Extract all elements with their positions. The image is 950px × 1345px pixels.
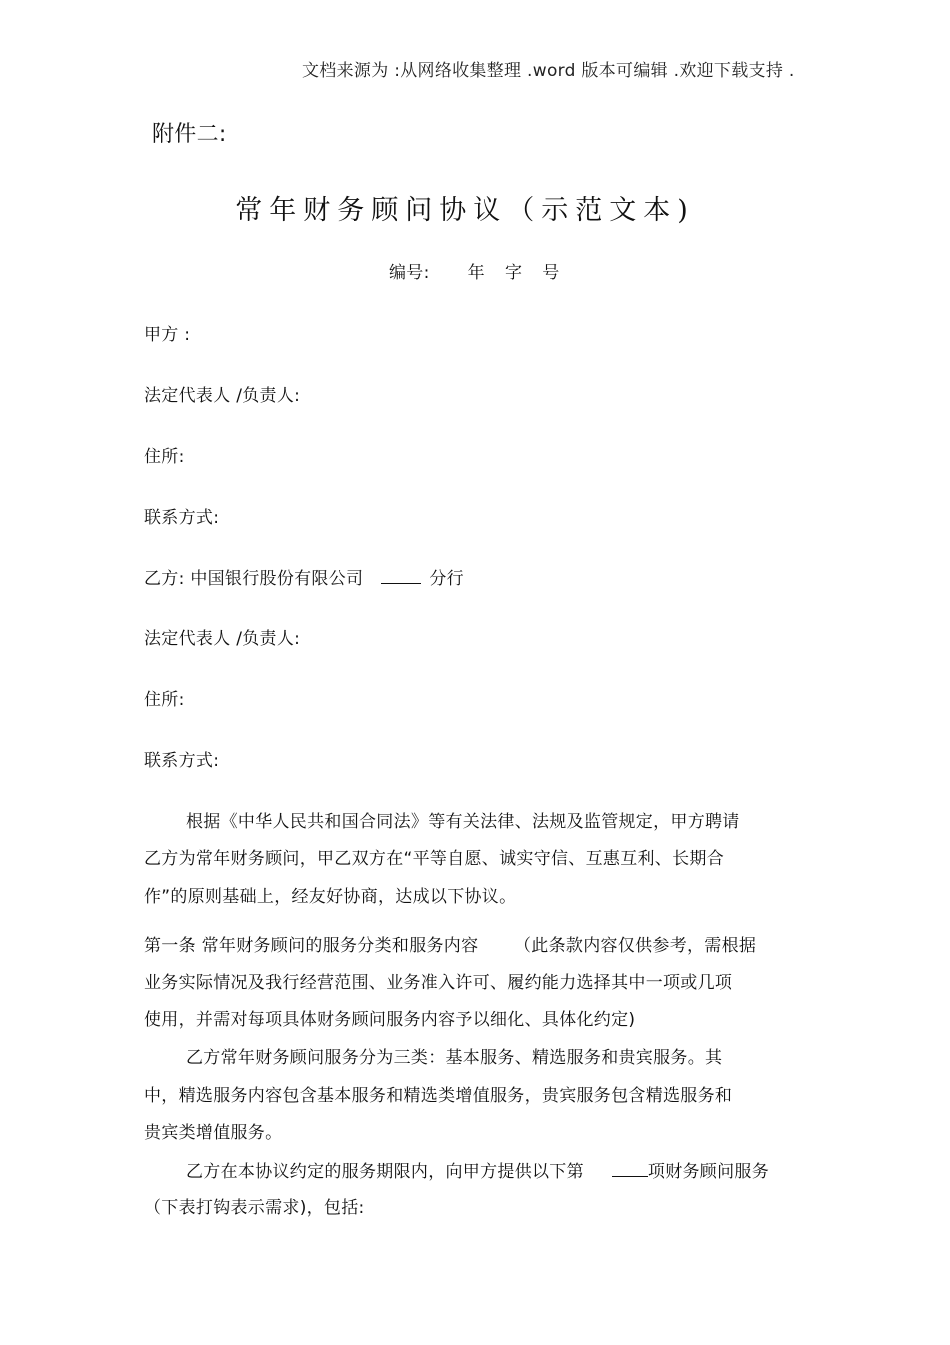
service-scope-suffix: 项财务顾问服务	[647, 1162, 770, 1182]
party-a-contact-label: 联系方式:	[144, 508, 220, 528]
party-a-name-label: 甲方 :	[144, 325, 191, 345]
party-b-address-label: 住所:	[144, 690, 185, 710]
article-1-note: 业务实际情况及我行经营范围、业务准入许可、履约能力选择其中一项或几项	[144, 973, 733, 993]
serial-number: 号	[542, 263, 560, 283]
party-b-name-suffix: 分行	[429, 569, 464, 589]
party-a-representative-label: 法定代表人 /负责人:	[144, 386, 301, 406]
service-types-line: 乙方常年财务顾问服务分为三类：基本服务、精选服务和贵宾服务。其	[186, 1048, 723, 1068]
service-scope-line	[186, 1160, 769, 1183]
serial-label: 编号:	[389, 263, 430, 283]
serial-char: 字	[504, 263, 523, 283]
service-scope-prefix: 乙方在本协议约定的服务期限内，向甲方提供以下第	[186, 1162, 584, 1182]
preamble-line: 根据《中华人民共和国合同法》等有关法律、法规及监管规定，甲方聘请	[186, 812, 740, 832]
service-types-line: 中，精选服务内容包含基本服务和精选类增值服务，贵宾服务包含精选服务和	[144, 1086, 733, 1106]
service-count-blank	[612, 1160, 648, 1177]
party-b-representative-label: 法定代表人 /负责人:	[144, 629, 301, 649]
preamble-line: 作”的原则基础上，经友好协商，达成以下协议。	[144, 887, 517, 907]
branch-blank	[381, 567, 421, 584]
party-b-name-line	[144, 567, 464, 590]
document-title: 常年财务顾问协议（示范文本)	[235, 195, 695, 226]
serial-year: 年	[467, 263, 485, 283]
article-1-heading: 第一条 常年财务顾问的服务分类和服务内容	[144, 936, 479, 956]
document-source-note: 文档来源为 :从网络收集整理 .word 版本可编辑 .欢迎下载支持 .	[302, 61, 795, 81]
party-b-name-prefix: 乙方: 中国银行股份有限公司	[144, 569, 364, 589]
attachment-label: 附件二:	[152, 122, 227, 147]
article-1-note: （此条款内容仅供参考，需根据	[514, 936, 757, 956]
service-types-line: 贵宾类增值服务。	[144, 1123, 283, 1143]
serial-number-line	[389, 262, 560, 284]
party-b-contact-label: 联系方式:	[144, 751, 220, 771]
party-a-address-label: 住所:	[144, 447, 185, 467]
article-1-note: 使用，并需对每项具体财务顾问服务内容予以细化、具体化约定)	[144, 1010, 636, 1030]
preamble-line: 乙方为常年财务顾问，甲乙双方在“平等自愿、诚实守信、互惠互利、长期合	[144, 849, 725, 869]
service-scope-line: （下表打钩表示需求)，包括:	[144, 1198, 365, 1218]
